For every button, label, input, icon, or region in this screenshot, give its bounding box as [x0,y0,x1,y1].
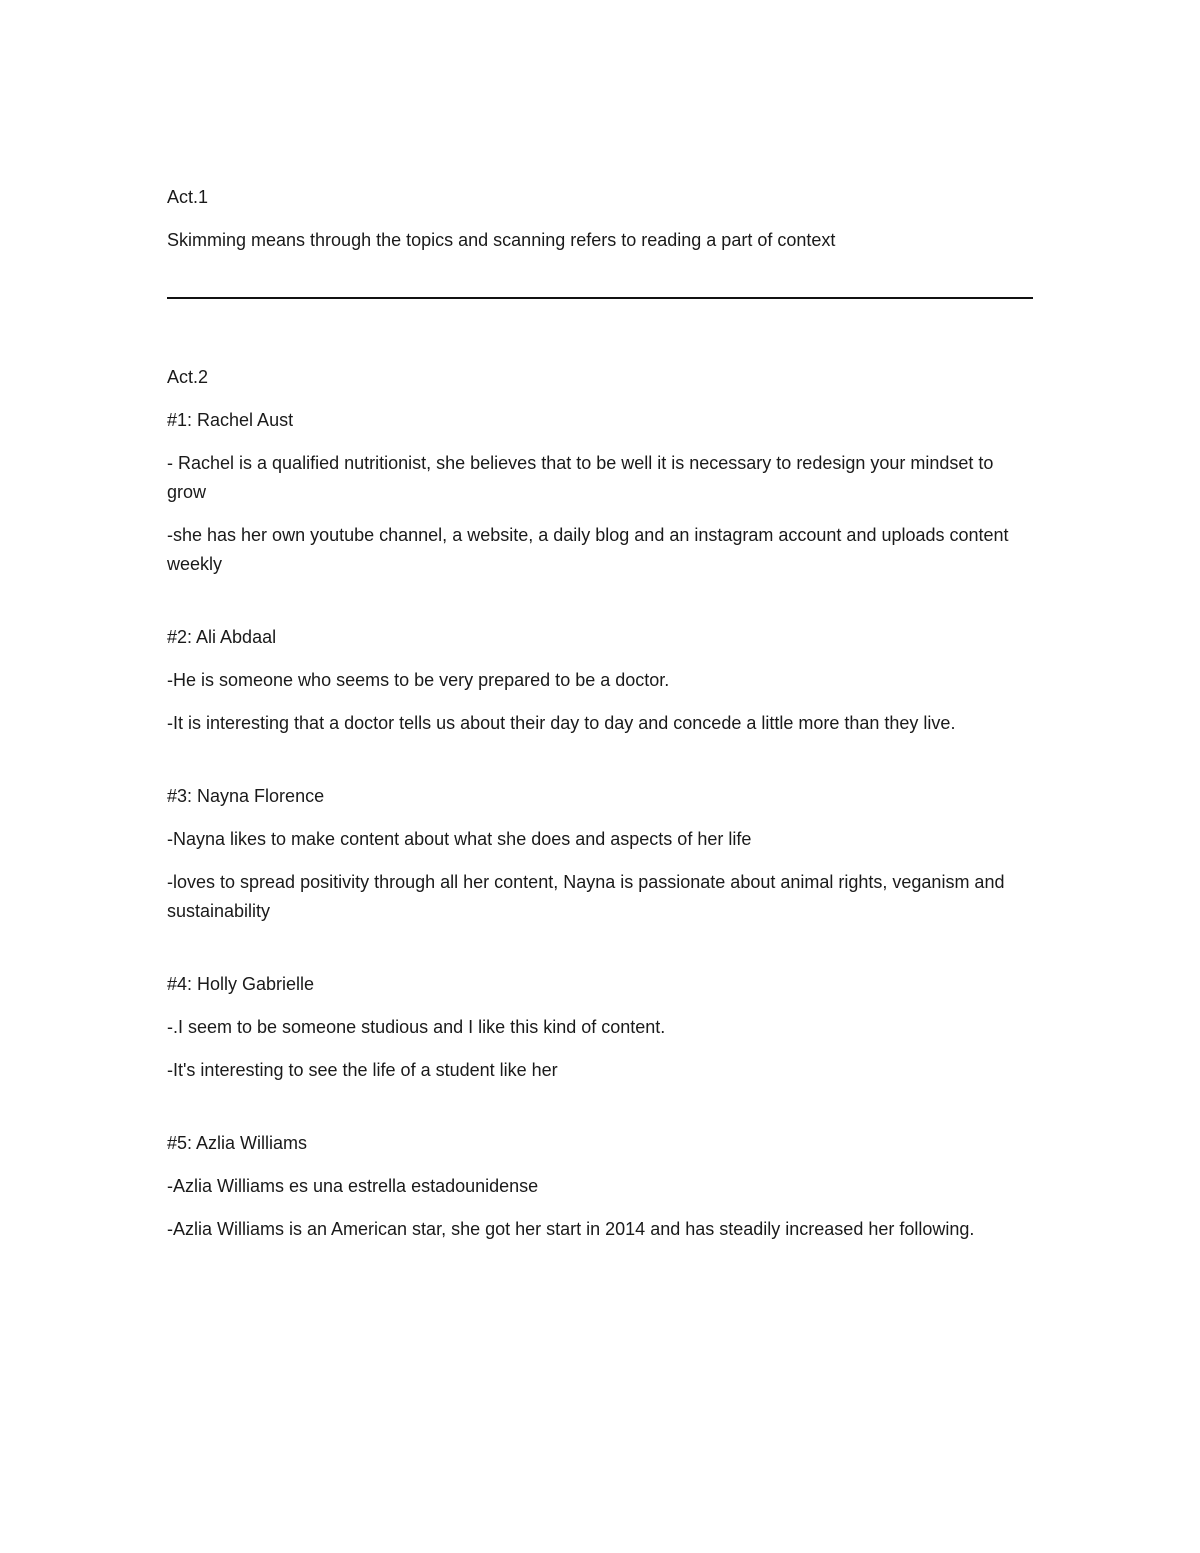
person-title: #3: Nayna Florence [167,786,325,806]
act1-title: Act.1 [167,187,209,207]
document-content [167,183,1033,1244]
person-entry-3 [167,782,1033,926]
person-note: -Azlia Williams es una estrella estadounidense [167,1176,539,1196]
person-note: -It is interesting that a doctor tells us about their day to day and concede a little more than they live. [167,713,956,733]
person-title: #1: Rachel Aust [167,410,294,430]
act2-title: Act.2 [167,367,209,387]
person-entry-1 [167,406,1033,579]
person-entry-2 [167,623,1033,738]
person-note: -It's interesting to see the life of a student like her [167,1060,558,1080]
person-title: #4: Holly Gabrielle [167,974,315,994]
person-note: -she has her own youtube channel, a website, a daily blog and an instagram account and uploads content weekly [167,525,1009,574]
person-title: #5: Azlia Williams [167,1133,308,1153]
person-note: -.I seem to be someone studious and I like this kind of content. [167,1017,666,1037]
person-entry-4 [167,970,1033,1085]
person-note: -He is someone who seems to be very prepared to be a doctor. [167,670,670,690]
person-note: -loves to spread positivity through all her content, Nayna is passionate about animal rights, veganism and sustainability [167,872,1005,921]
person-title: #2: Ali Abdaal [167,627,277,647]
act1-text: Skimming means through the topics and scanning refers to reading a part of context [167,230,836,250]
person-entry-5 [167,1129,1033,1244]
horizontal-rule [167,297,1033,299]
person-note: -Azlia Williams is an American star, she got her start in 2014 and has steadily increased her following. [167,1219,975,1239]
person-note: -Nayna likes to make content about what she does and aspects of her life [167,829,752,849]
person-note: - Rachel is a qualified nutritionist, she believes that to be well it is necessary to redesign your mindset to grow [167,453,994,502]
